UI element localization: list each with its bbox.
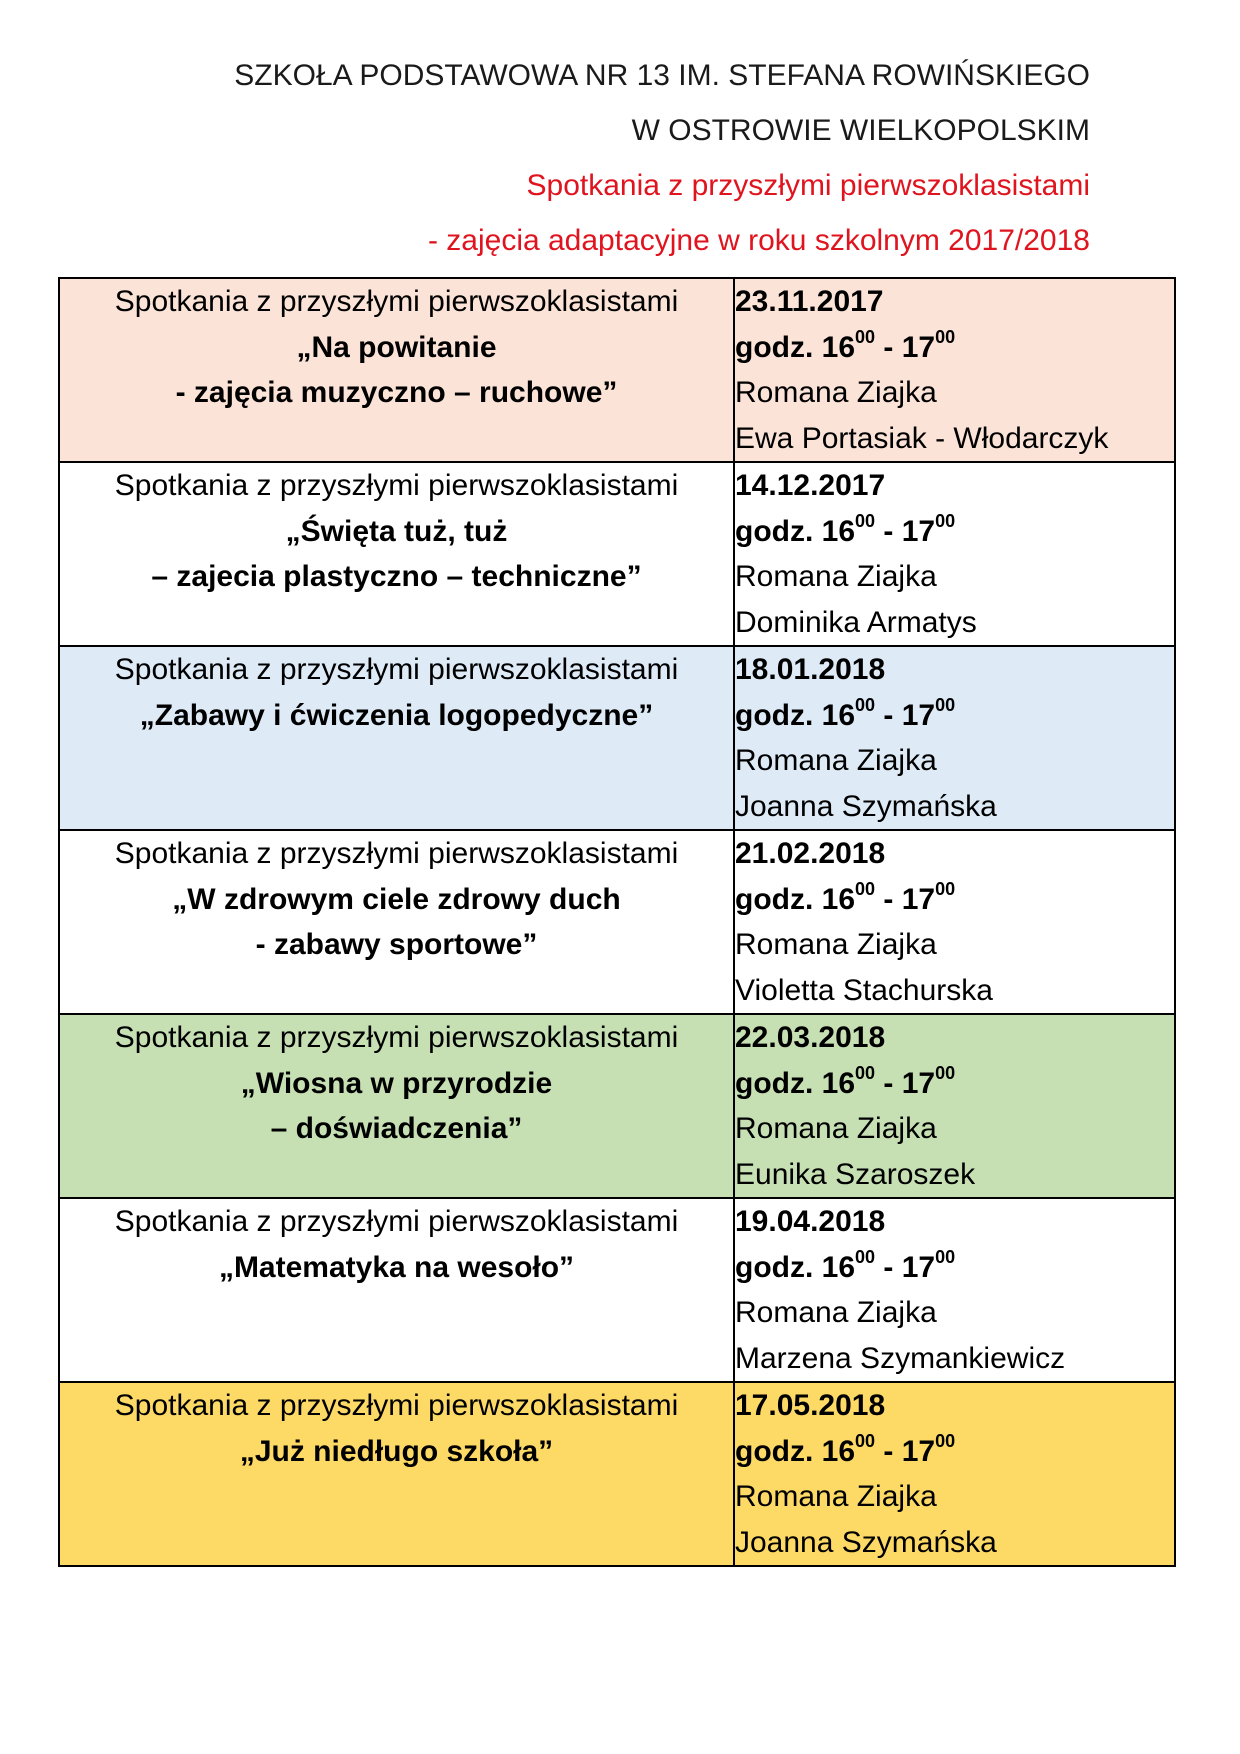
teacher-name-1: Romana Ziajka: [735, 744, 937, 777]
school-name-line2: W OSTROWIE WIELKOPOLSKIM: [631, 114, 1090, 147]
teacher-name-2: Marzena Szymankiewicz: [735, 1341, 1066, 1375]
event-time: godz. $16^{00} - 17^{00}$: [735, 1430, 956, 1468]
event-title-line2: - zajęcia muzyczno – ruchowe”: [175, 376, 618, 409]
event-intro: Spotkania z przyszłymi pierwszoklasistami: [114, 653, 679, 686]
event-time: godz. $16^{00} - 17^{00}$: [735, 510, 956, 548]
event-time: godz. $16^{00} - 17^{00}$: [735, 1062, 956, 1100]
event-time: godz. $16^{00} - 17^{00}$: [735, 326, 956, 364]
details-cell: [734, 646, 1175, 830]
event-date: 14.12.2017: [735, 469, 886, 502]
teacher-name-2: Joanna Szymańska: [735, 789, 997, 823]
schedule-table: [58, 277, 1176, 1567]
details-cell: [734, 1014, 1175, 1198]
event-title-line1: „Na powitanie: [296, 330, 497, 364]
event-date: 22.03.2018: [735, 1021, 886, 1054]
school-name-line1: SZKOŁA PODSTAWOWA NR 13 IM. STEFANA ROWIŃSKIEGO: [234, 59, 1090, 92]
event-time: godz. $16^{00} - 17^{00}$: [735, 878, 956, 916]
details-cell: [734, 830, 1175, 1014]
event-cell: [59, 1198, 734, 1382]
event-cell: [59, 830, 734, 1014]
event-time: godz. $16^{00} - 17^{00}$: [735, 694, 956, 732]
event-time: godz. $16^{00} - 17^{00}$: [735, 1246, 956, 1284]
details-cell: [734, 1198, 1175, 1382]
event-title-line1: „Święta tuż, tuż: [285, 514, 508, 548]
schedule-row: [59, 830, 1175, 1014]
event-date: 21.02.2018: [735, 837, 886, 870]
schedule-row: [59, 1198, 1175, 1382]
schedule-row: [59, 1014, 1175, 1198]
event-cell: [59, 1014, 734, 1198]
teacher-name-2: Eunika Szaroszek: [735, 1157, 976, 1191]
schedule-row: [59, 462, 1175, 646]
teacher-name-2: Violetta Stachurska: [735, 973, 993, 1007]
event-title-line2: - zabawy sportowe”: [255, 928, 538, 961]
event-title-line1: „Wiosna w przyrodzie: [240, 1066, 553, 1100]
teacher-name-2: Ewa Portasiak - Włodarczyk: [735, 421, 1109, 455]
teacher-name-1: Romana Ziajka: [735, 1112, 937, 1145]
schedule-row: [59, 646, 1175, 830]
schedule-row: [59, 1382, 1175, 1566]
event-intro: Spotkania z przyszłymi pierwszoklasistami: [114, 1205, 679, 1238]
event-cell: [59, 1382, 734, 1566]
event-date: 18.01.2018: [735, 653, 886, 686]
event-title-line1: „Już niedługo szkoła”: [239, 1434, 554, 1468]
event-title-line1: „Matematyka na wesoło”: [218, 1250, 575, 1284]
schedule-row: [59, 278, 1175, 462]
event-title-line1: „Zabawy i ćwiczenia logopedyczne”: [139, 698, 654, 732]
event-cell: [59, 646, 734, 830]
event-date: 19.04.2018: [735, 1205, 886, 1238]
event-title-line1: „W zdrowym ciele zdrowy duch: [172, 882, 621, 916]
teacher-name-1: Romana Ziajka: [735, 560, 937, 593]
teacher-name-1: Romana Ziajka: [735, 1296, 937, 1329]
event-date: 23.11.2017: [735, 285, 884, 318]
teacher-name-1: Romana Ziajka: [735, 928, 937, 961]
event-intro: Spotkania z przyszłymi pierwszoklasistami: [114, 469, 679, 502]
teacher-name-2: Joanna Szymańska: [735, 1525, 997, 1559]
subtitle-line2: - zajęcia adaptacyjne w roku szkolnym 2017/2018: [427, 224, 1090, 257]
event-intro: Spotkania z przyszłymi pierwszoklasistami: [114, 837, 679, 870]
event-cell: [59, 462, 734, 646]
event-intro: Spotkania z przyszłymi pierwszoklasistami: [114, 1021, 679, 1054]
event-date: 17.05.2018: [735, 1389, 886, 1422]
teacher-name-1: Romana Ziajka: [735, 1480, 937, 1513]
teacher-name-1: Romana Ziajka: [735, 376, 937, 409]
document-header: [234, 48, 1090, 268]
event-intro: Spotkania z przyszłymi pierwszoklasistami: [114, 1389, 679, 1422]
details-cell: [734, 1382, 1175, 1566]
event-title-line2: – zajecia plastyczno – techniczne”: [151, 560, 642, 593]
details-cell: [734, 462, 1175, 646]
event-intro: Spotkania z przyszłymi pierwszoklasistami: [114, 285, 679, 318]
subtitle-line1: Spotkania z przyszłymi pierwszoklasistami: [526, 169, 1090, 202]
teacher-name-2: Dominika Armatys: [735, 605, 977, 639]
event-title-line2: – doświadczenia”: [270, 1112, 523, 1145]
event-cell: [59, 278, 734, 462]
details-cell: [734, 278, 1175, 462]
